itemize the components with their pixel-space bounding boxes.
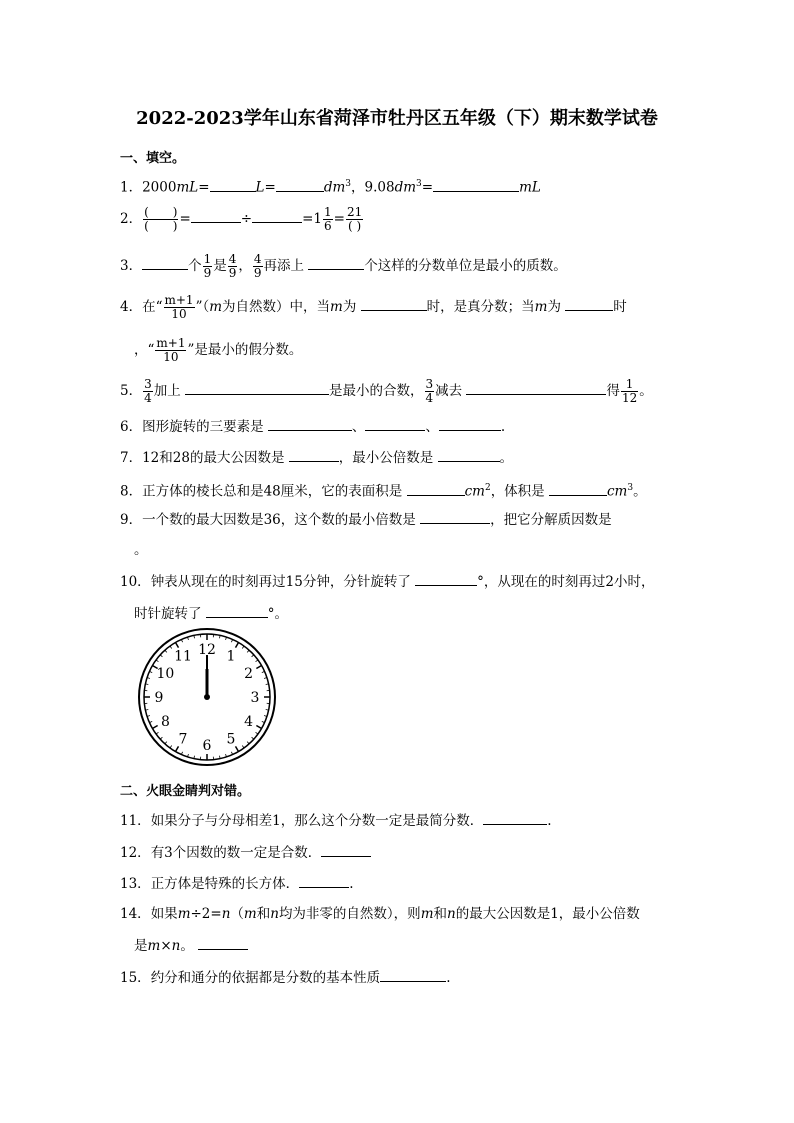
variable: m — [534, 299, 548, 315]
fraction: $\frac{4}{9}$ — [253, 252, 262, 280]
unit: dm — [323, 179, 346, 196]
question-8 — [120, 478, 647, 502]
text: 有3个因数的数一定是合数． — [150, 845, 322, 861]
value: 2000 — [142, 179, 177, 196]
variable: n — [447, 906, 456, 922]
answer-blank[interactable] — [361, 296, 427, 311]
question-number: 2． — [120, 211, 143, 227]
variable: m — [243, 906, 257, 922]
fraction: $\frac{21}{( )}$ — [346, 205, 363, 233]
text: 如果分子与分母相差1，那么这个分数一定是最简分数． — [150, 813, 484, 829]
exponent: 3 — [345, 179, 352, 189]
text: 的最大公因数是1，最小公倍数 — [455, 906, 640, 922]
answer-blank[interactable] — [321, 842, 371, 857]
text: 在“ — [142, 299, 163, 315]
unit: cm — [464, 483, 485, 500]
question-number: 5． — [120, 383, 143, 399]
question-4 — [120, 294, 627, 321]
variable: n — [270, 906, 279, 922]
answer-blank[interactable] — [420, 509, 490, 524]
unit: L — [255, 179, 265, 196]
question-14-cont — [134, 935, 248, 956]
answer-blank[interactable] — [276, 177, 324, 192]
answer-blank[interactable] — [466, 380, 606, 395]
question-number: 6． — [120, 419, 143, 435]
text: 。 — [274, 606, 289, 622]
text: ，把它分解质因数是 — [490, 512, 612, 528]
fraction: $\frac{1}{12}$ — [621, 377, 638, 405]
text: × — [160, 938, 172, 954]
clock-number: 2 — [244, 666, 254, 682]
text: 钟表从现在的时刻再过15分钟，分针旋转了 — [150, 574, 411, 590]
text: . — [446, 970, 451, 986]
equals: = — [179, 211, 191, 227]
clock-center — [204, 694, 210, 700]
fraction: $\frac{3}{4}$ — [144, 377, 152, 405]
clock-number: 10 — [156, 666, 175, 682]
value: 9.08 — [364, 179, 395, 196]
clock-number: 11 — [174, 648, 192, 665]
answer-blank[interactable] — [439, 416, 501, 431]
answer-blank[interactable] — [380, 967, 446, 982]
text: ÷2= — [190, 906, 222, 922]
clock-number: 4 — [244, 714, 254, 730]
text: 是 — [213, 258, 227, 274]
text: 。 — [499, 450, 514, 466]
text: ， — [238, 258, 252, 274]
unit: mL — [176, 179, 199, 196]
answer-blank[interactable] — [365, 416, 425, 431]
answer-blank[interactable] — [191, 208, 241, 223]
punct: ， — [351, 179, 365, 196]
question-2 — [120, 206, 364, 233]
answer-blank[interactable] — [483, 810, 547, 825]
fraction: $\frac{m+1}{10}$ — [164, 293, 194, 321]
answer-blank[interactable] — [210, 177, 256, 192]
question-number: 13． — [120, 876, 151, 892]
text: . — [349, 876, 354, 892]
text: ，从现在的时刻再过2小时， — [483, 574, 655, 590]
unit: mL — [519, 179, 541, 196]
equals: = — [198, 179, 210, 196]
answer-blank[interactable] — [185, 380, 329, 395]
variable: n — [171, 938, 181, 954]
text: 时 — [613, 299, 627, 315]
variable: m — [330, 299, 343, 315]
text: （ — [230, 906, 244, 922]
text: 图形旋转的三要素是 — [142, 419, 264, 435]
text: 正方体的棱长总和是48厘米，它的表面积是 — [142, 483, 403, 500]
question-10 — [120, 571, 655, 592]
question-number: 12． — [120, 845, 151, 861]
section-fill-blank: 一、填空。 — [120, 151, 186, 166]
text: 。 — [639, 383, 653, 399]
question-6 — [120, 416, 505, 437]
answer-blank[interactable] — [268, 416, 352, 431]
text: 12和28的最大公因数是 — [142, 450, 285, 466]
text: ，体积是 — [490, 483, 545, 500]
text: 为 — [342, 299, 357, 315]
text: 一个数的最大因数是36，这个数的最小倍数是 — [142, 512, 416, 528]
text: 减去 — [435, 383, 463, 399]
variable: m — [420, 906, 434, 922]
variable: m — [177, 906, 191, 922]
question-10-cont — [134, 603, 288, 624]
equals: = — [264, 179, 276, 196]
question-1 — [120, 174, 541, 198]
variable: n — [221, 906, 231, 922]
exponent: 3 — [416, 179, 422, 189]
answer-blank[interactable] — [438, 447, 500, 462]
question-number: 11． — [120, 813, 151, 829]
text: 约分和通分的依据都是分数的基本性质 — [150, 970, 381, 986]
equals: = — [302, 211, 314, 227]
text: 时，是真分数；当 — [426, 299, 535, 315]
text: ”（ — [195, 299, 210, 315]
text: 为 — [547, 299, 561, 315]
answer-blank[interactable] — [407, 481, 465, 496]
question-7 — [120, 447, 513, 468]
mixed-number: 1 $\frac{1}{6}$ — [313, 205, 332, 233]
answer-blank[interactable] — [415, 571, 477, 586]
question-5 — [120, 378, 653, 405]
variable: m — [147, 938, 161, 954]
question-4-cont — [134, 337, 302, 364]
question-number: 9． — [120, 512, 143, 528]
page-title: 2022-2023学年山东省菏泽市牡丹区五年级（下）期末数学试卷 — [136, 108, 658, 129]
clock-number: 5 — [226, 731, 236, 748]
question-number: 1． — [120, 179, 143, 196]
text: 得 — [606, 383, 620, 399]
text: 加上 — [153, 383, 181, 399]
text: 再添上 — [263, 258, 305, 274]
question-number: 8． — [120, 483, 143, 500]
exponent: 2 — [484, 483, 491, 493]
text: 如果 — [150, 906, 178, 922]
divide-sign: ÷ — [240, 211, 253, 227]
answer-blank[interactable] — [289, 447, 339, 462]
answer-blank[interactable] — [549, 481, 607, 496]
unit: cm — [606, 483, 628, 500]
fraction: $\frac{m+1}{10}$ — [156, 336, 186, 364]
text: 为自然数）中，当 — [222, 299, 331, 315]
answer-blank[interactable] — [198, 935, 248, 950]
variable: m — [209, 299, 223, 315]
answer-blank[interactable] — [433, 177, 519, 192]
exponent: 3 — [627, 483, 634, 493]
answer-blank[interactable] — [206, 603, 268, 618]
clock-number: 1 — [226, 648, 236, 665]
equals: = — [333, 211, 345, 227]
degree-sign: ° — [267, 606, 275, 622]
question-12 — [120, 842, 371, 863]
text: . — [500, 419, 506, 435]
text: 、 — [425, 419, 439, 435]
text: 、 — [351, 419, 366, 435]
question-9-cont — [134, 540, 148, 560]
text: 和 — [433, 906, 447, 922]
question-number: 14． — [120, 906, 151, 922]
text: 个这样的分数单位是最小的质数。 — [364, 258, 567, 274]
answer-blank[interactable] — [252, 208, 302, 223]
answer-blank[interactable] — [308, 255, 364, 270]
answer-blank[interactable] — [565, 296, 613, 311]
text: ”是最小的假分数。 — [187, 342, 303, 358]
text: 。 — [180, 938, 194, 954]
text: . — [547, 813, 552, 829]
question-number: 7． — [120, 450, 143, 466]
question-3 — [120, 253, 567, 280]
text: 和 — [256, 906, 271, 922]
text: 时针旋转了 — [134, 606, 202, 622]
fraction: $\frac{1}{9}$ — [203, 252, 212, 280]
text: 是 — [134, 938, 148, 954]
text: 。 — [633, 483, 647, 500]
clock-number: 8 — [160, 714, 170, 730]
text: ，最小公倍数是 — [338, 450, 434, 466]
clock-number: 3 — [250, 690, 260, 706]
fraction: $\frac{3}{4}$ — [425, 377, 434, 405]
question-number: 15． — [120, 970, 151, 986]
equals: = — [421, 179, 434, 196]
section-true-false: 二、火眼金睛判对错。 — [120, 784, 251, 799]
fraction: $\frac{( )}{( )}$ — [144, 205, 178, 233]
question-11 — [120, 810, 552, 831]
fraction: $\frac{4}{9}$ — [228, 252, 237, 280]
text: 个 — [188, 258, 202, 274]
question-14 — [120, 904, 640, 924]
question-number: 4． — [120, 299, 143, 315]
text: ，“ — [134, 342, 155, 358]
clock-number: 6 — [202, 738, 212, 754]
text: 正方体是特殊的长方体． — [150, 876, 300, 892]
question-number: 10． — [120, 574, 151, 590]
question-13 — [120, 873, 353, 894]
clock-face — [134, 627, 280, 767]
question-15 — [120, 967, 450, 988]
clock-number: 12 — [198, 642, 216, 658]
clock-number: 7 — [178, 731, 188, 748]
text: 。 — [134, 542, 148, 558]
question-9 — [120, 509, 612, 530]
text: 均为非零的自然数），则 — [278, 906, 421, 922]
answer-blank[interactable] — [299, 873, 349, 888]
answer-blank[interactable] — [142, 255, 188, 270]
degree-sign: ° — [477, 574, 484, 590]
text: 是最小的合数， — [329, 383, 424, 399]
unit: dm — [394, 179, 417, 196]
question-number: 3． — [120, 258, 143, 274]
clock-number: 9 — [154, 690, 164, 706]
